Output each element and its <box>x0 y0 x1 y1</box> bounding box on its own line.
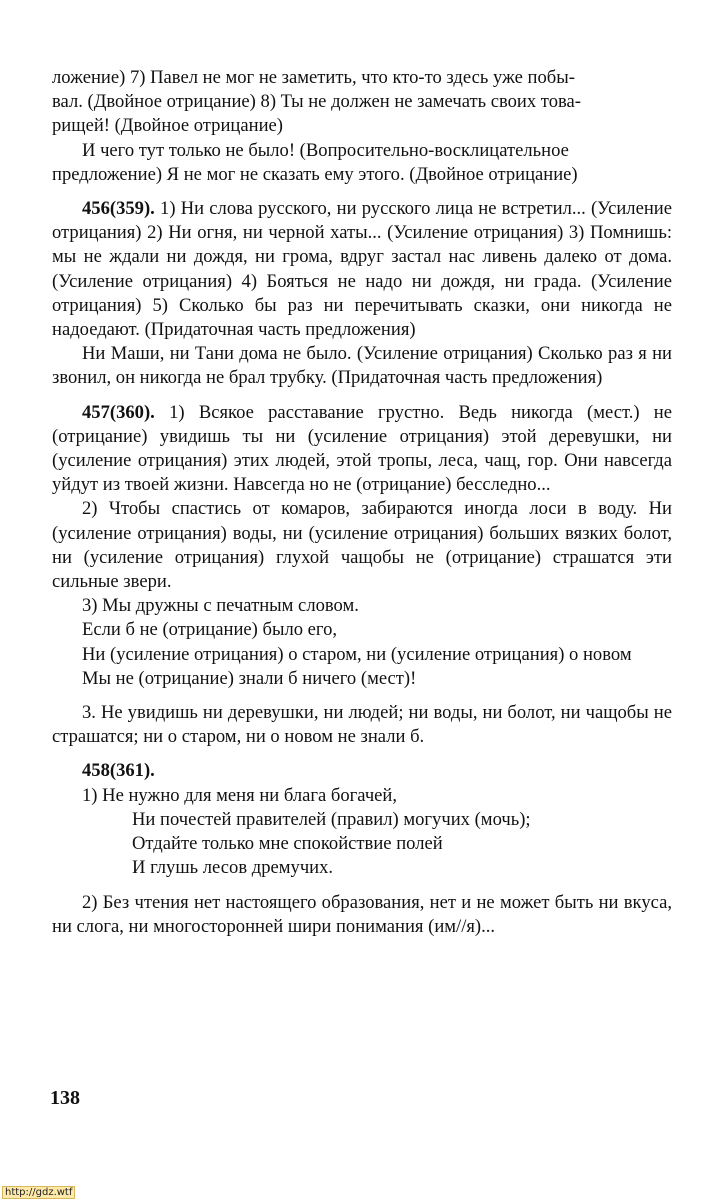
exercise-paragraph: 3) Мы дружны с печатным словом. <box>82 595 359 617</box>
poem-line: Ни (усиление отрицания) о старом, ни (усиление отрицания) о новом <box>82 643 632 665</box>
poem-line: И глушь лесов дремучих. <box>132 857 334 879</box>
exercise-457 <box>52 401 672 498</box>
page-body <box>52 66 672 939</box>
exercise-458-number: 458(361). <box>82 760 155 782</box>
poem-line: Если б не (отрицание) было его, <box>82 619 338 641</box>
poem-line: Отдайте только мне спокойствие полей <box>132 833 443 855</box>
text-line: ложение) 7) Павел не мог не заметить, что кто-то здесь уже побы- <box>52 67 575 88</box>
exercise-456 <box>52 197 672 342</box>
exercise-paragraph: 2) Чтобы спастись от комаров, забираются иногда лоси в воду. Ни (усиление отрицания) воды, ни (усиление отрицания) больших вязких болот, ни (усиление отрицания) глухой чащобы не (отрицание) страшатся эти сильные звери. <box>52 498 672 593</box>
exercise-paragraph: 2) Без чтения нет настоящего образования, нет и не может быть ни вкуса, ни слога, ни многосторонней шири понимания (им//я)... <box>52 891 672 937</box>
exercise-paragraph: 3. Не увидишь ни деревушки, ни людей; ни воды, ни болот, ни чащобы не страшатся; ни о старом, ни о новом не знали б. <box>52 702 672 748</box>
poem-line: Ни почестей правителей (правил) могучих (мочь); <box>132 808 531 830</box>
page-number: 138 <box>50 1087 80 1109</box>
text-line: предложение) Я не мог не сказать ему этого. (Двойное отрицание) <box>52 163 578 185</box>
site-label[interactable]: http://gdz.wtf <box>2 1186 75 1199</box>
exercise-text: 1) Всякое расставание грустно. Ведь никогда (мест.) не (отрицание) увидишь ты ни (усиление отрицания) этой деревушки, ни (усиление отрицания) этих людей, этой тропы, леса, чащ, гор. Они навсегда уйдут из твоей жизни. Навсегда но не (отрицание) бесследно... <box>52 401 672 496</box>
poem-line: 1) Не нужно для меня ни блага богачей, <box>82 784 398 806</box>
exercise-text: 1) Ни слова русского, ни русского лица не встретил... (Усиление отрицания) 2) Ни огня, ни черной хаты... (Усиление отрицания) 3) Помнишь: мы не ждали ни дождя, ни грома, вдруг застал нас ливень далеко от дома. (Усиление отрицания) 4) Бояться не надо ни дождя, ни града. (Усиление отрицания) 5) Сколько бы раз ни перечитывать сказки, они никогда не надоедают. (Придаточная часть предложения) <box>52 198 672 341</box>
exercise-number: 457(360). <box>82 401 155 423</box>
text-line: рищей! (Двойное отрицание) <box>52 115 283 137</box>
poem-line: Мы не (отрицание) знали б ничего (мест)! <box>82 667 417 689</box>
exercise-number: 456(359). <box>82 198 155 220</box>
text-line: вал. (Двойное отрицание) 8) Ты не должен не замечать своих това- <box>52 91 581 113</box>
text-line: И чего тут только не было! (Вопросительно-восклицательное <box>82 139 569 161</box>
exercise-paragraph: Ни Маши, ни Тани дома не было. (Усиление отрицания) Сколько раз я ни звонил, он никогда не брал трубку. (Придаточная часть предложения) <box>52 343 672 389</box>
